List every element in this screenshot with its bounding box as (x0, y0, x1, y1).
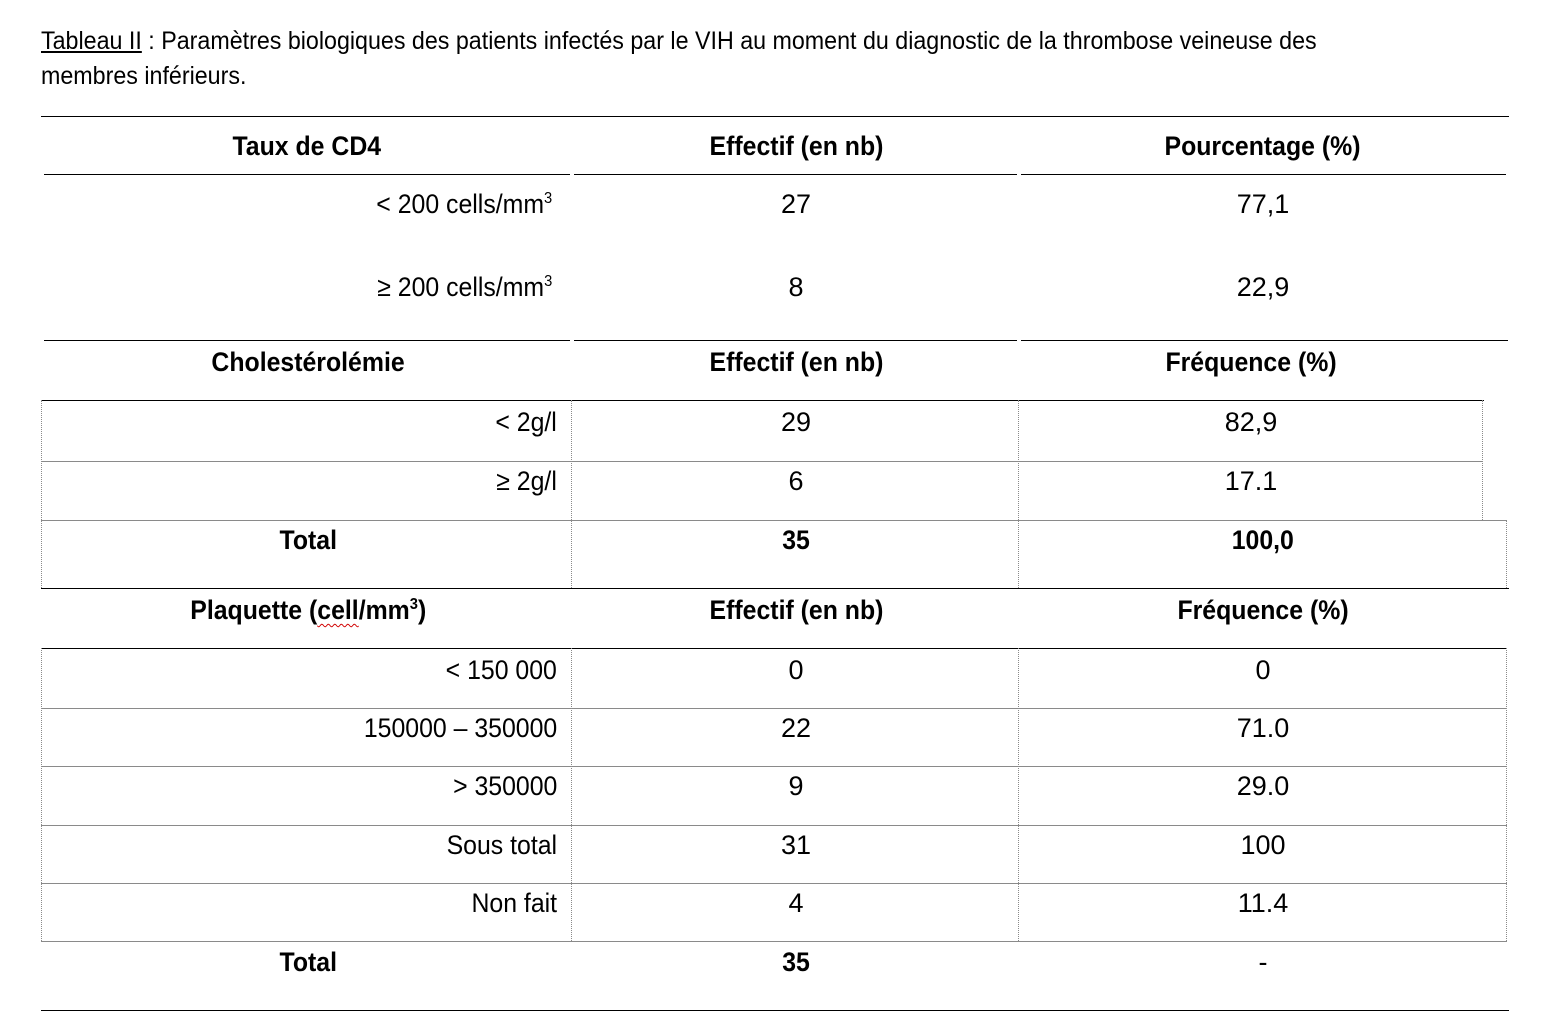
header-chol: Cholestérolémie (211, 347, 405, 377)
grid-line (41, 766, 1507, 767)
chol-row-pct: 17.1 (1224, 466, 1278, 496)
grid-line (41, 520, 1507, 521)
grid-line (41, 708, 1507, 709)
cd4-row-pct: 77,1 (1236, 189, 1290, 219)
rule-plaq-header (41, 648, 1507, 649)
rule-cd4-header (44, 174, 570, 175)
plaq-row-pct: 71.0 (1236, 713, 1290, 743)
header-cd4-pct: Pourcentage (%) (1164, 131, 1361, 161)
grid-vline (571, 400, 572, 588)
grid-vline (41, 648, 42, 941)
plaq-row-label: Non fait (471, 888, 557, 918)
chol-row-label: ≥ 2g/l (496, 466, 557, 496)
rule-chol-top (574, 340, 1017, 341)
header-chol-count: Effectif (en nb) (709, 347, 883, 377)
chol-row-pct: 82,9 (1224, 407, 1278, 437)
plaq-row-count: 31 (780, 830, 812, 860)
plaq-row-count: 0 (788, 655, 804, 685)
cd4-row-label: < 200 cells/$mm^3$ (376, 189, 552, 219)
header-chol-pct: Fréquence (%) (1165, 347, 1337, 377)
plaq-row-label: > 350000 (452, 771, 557, 801)
caption-label: Tableau II (41, 27, 142, 55)
plaq-row-label: < 150 000 (445, 655, 557, 685)
plaq-row-label: Sous total (446, 830, 557, 860)
cd4-row-pct: 22,9 (1236, 272, 1290, 302)
header-plaq: Plaquette $(cell/mm^3)$ (189, 595, 426, 625)
plaq-row-pct: 0 (1255, 655, 1271, 685)
header-cd4-count: Effectif (en nb) (709, 131, 883, 161)
grid-line (41, 883, 1507, 884)
plaq-total-label: Total (279, 947, 337, 977)
caption-text: : Paramètres biologiques des patients infectés par le VIH au moment du diagnostic de la thrombose veineuse des membres inférieurs. (41, 27, 1317, 90)
grid-vline (41, 400, 42, 588)
plaq-row-label: 150000 – 350000 (363, 713, 557, 743)
plaq-row-pct: 100 (1240, 830, 1286, 860)
cd4-row-count: 27 (780, 189, 812, 219)
rule-cd4-header (574, 174, 1017, 175)
plaq-row-count: 4 (788, 888, 804, 918)
plaq-total-count: 35 (782, 947, 810, 977)
rule-bottom (41, 1010, 1509, 1011)
header-plaq-pct: Fréquence (%) (1177, 595, 1349, 625)
chol-row-count: 6 (788, 466, 804, 496)
chol-row-label: < 2g/l (495, 407, 557, 437)
grid-vline (571, 648, 572, 941)
cd4-row-count: 8 (788, 272, 804, 302)
grid-line (41, 825, 1507, 826)
plaq-row-pct: 29.0 (1236, 771, 1290, 801)
rule-chol-bottom (41, 588, 1509, 589)
plaq-row-count: 9 (788, 771, 804, 801)
rule-top (41, 116, 1509, 117)
grid-line (41, 461, 1482, 462)
cd4-row-label: ≥ 200 cells/$mm^3$ (376, 272, 552, 302)
plaq-total-pct: - (1258, 947, 1268, 977)
rule-chol-top (44, 340, 570, 341)
plaq-row-count: 22 (780, 713, 812, 743)
chol-row-count: 29 (780, 407, 812, 437)
rule-cd4-header (1021, 174, 1506, 175)
header-cd4: Taux de CD4 (232, 131, 381, 161)
chol-total-pct: 100,0 (1231, 525, 1295, 555)
chol-total-label: Total (279, 525, 337, 555)
header-plaq-count: Effectif (en nb) (709, 595, 883, 625)
grid-line (41, 941, 1507, 942)
plaq-row-pct: 11.4 (1237, 888, 1289, 918)
rule-chol-top (1021, 340, 1508, 341)
rule-chol-header (41, 400, 1484, 401)
table-caption (41, 24, 1380, 94)
chol-total-count: 35 (782, 525, 810, 555)
